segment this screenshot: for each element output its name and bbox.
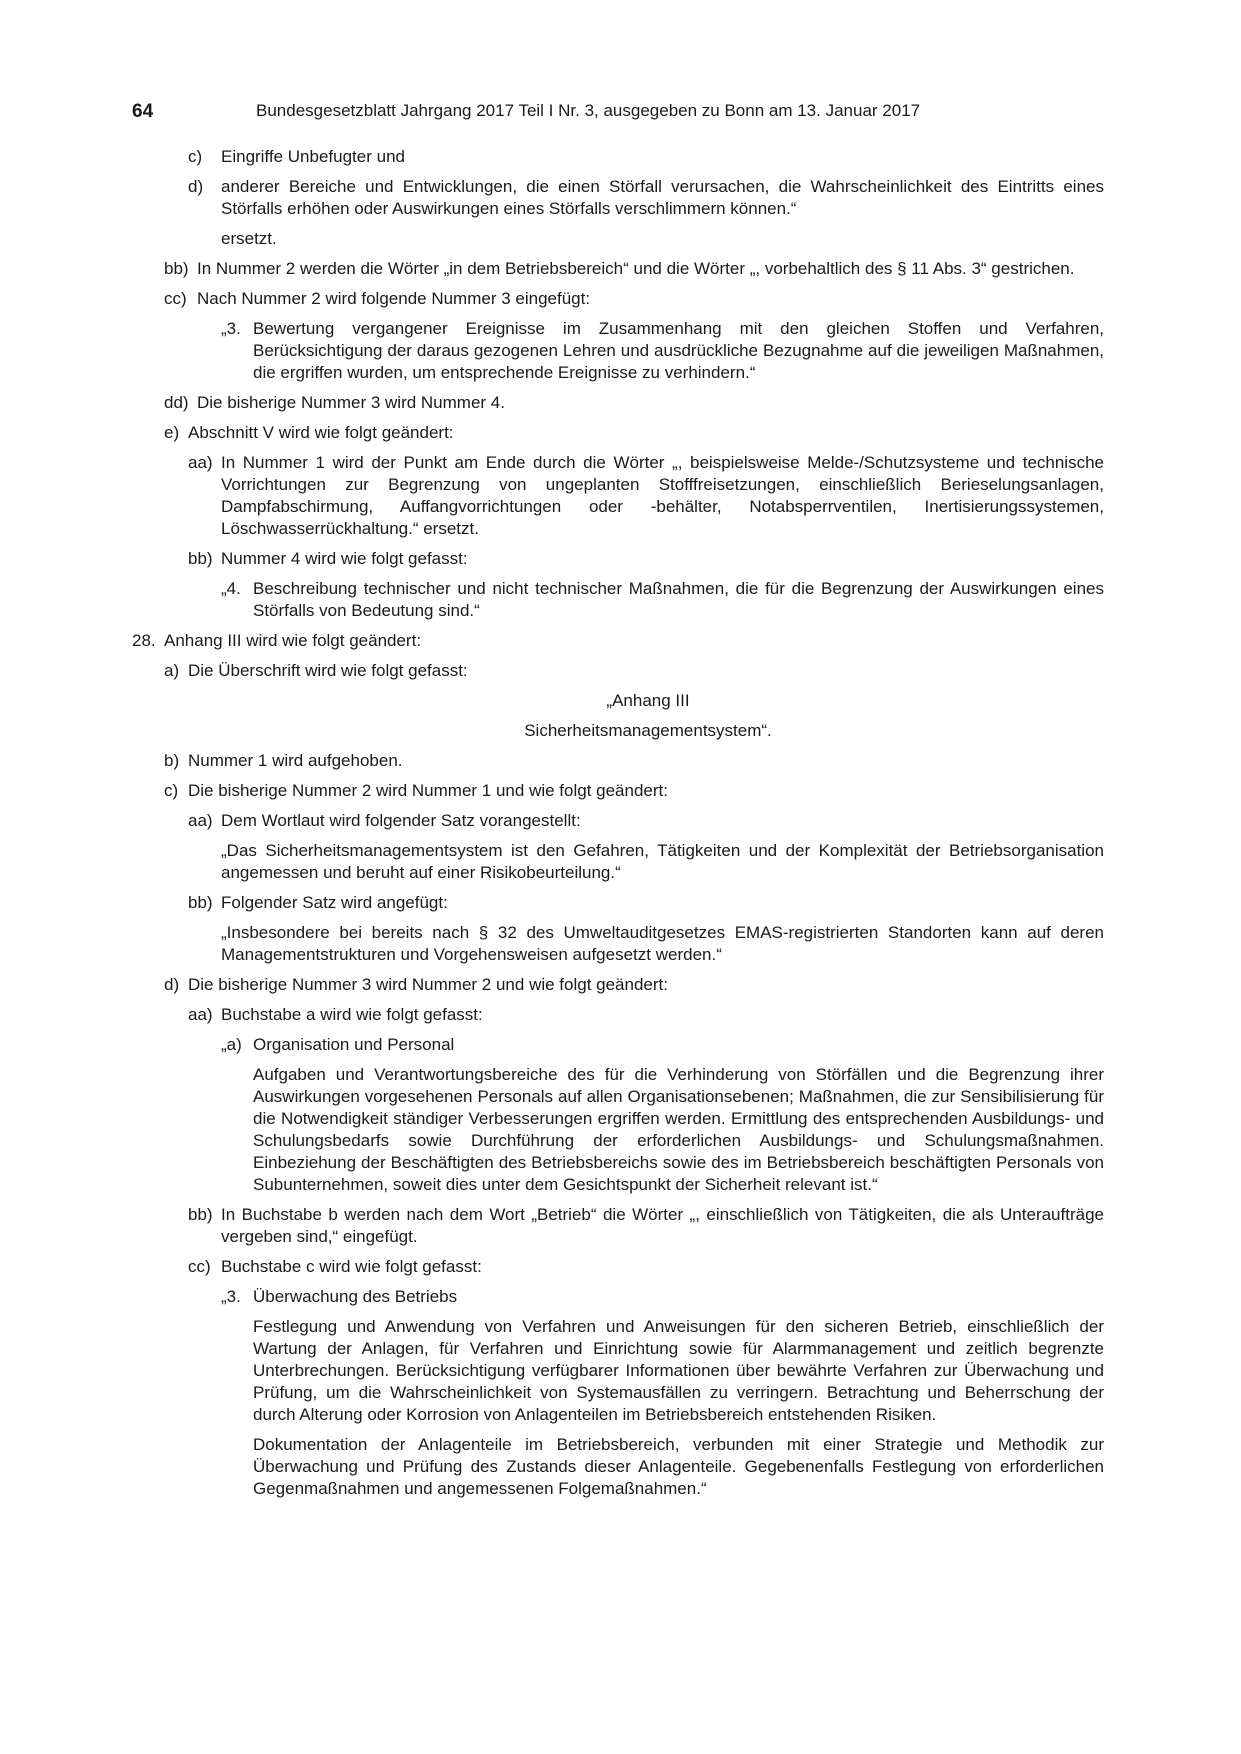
item-label: bb) (188, 1205, 213, 1224)
paragraph: ersetzt. (221, 229, 277, 248)
item-text: Buchstabe a wird wie folgt gefasst: (221, 1005, 483, 1024)
item-label: „3. (221, 319, 241, 338)
item-text: Die bisherige Nummer 3 wird Nummer 4. (197, 393, 505, 412)
item-text: In Nummer 2 werden die Wörter „in dem Betriebsbereich“ und die Wörter „, vorbehaltlich des § 11 Abs. 3“ gestrichen. (197, 259, 1075, 278)
item-label: cc) (164, 289, 187, 308)
item-text: Nummer 1 wird aufgehoben. (188, 751, 403, 770)
item-text: Dem Wortlaut wird folgender Satz vorangestellt: (221, 811, 581, 830)
item-text: Bewertung vergangener Ereignisse im Zusammenhang mit den gleichen Stoffen und Verfahren, Berücksichtigung der daraus gezogenen Lehren und ausdrückliche Bezugnahme auf die jeweiligen Maßnahmen, die ergriffen wurden, um entsprechende Ereignisse zu verhindern.“ (253, 319, 1104, 382)
item-text: Nach Nummer 2 wird folgende Nummer 3 eingefügt: (197, 289, 591, 308)
paragraph: Aufgaben und Verantwortungsbereiche des für die Verhinderung von Störfällen und die Begrenzung ihrer Auswirkungen vorgesehenen Personals auf allen Organisationsebenen; Maßnahmen, die zur Sensibilisierung für die Notwendigkeit ständiger Verbesserungen ergriffen werden. Ermittlung des entsprechenden Ausbildungs- und Schulungsbedarfs sowie Durchführung der erforderlichen Ausbildungs- und Schulungsmaßnahmen. Einbeziehung der Beschäftigten des Betriebsbereichs sowie des im Betriebsbereich beschäftigten Personals von Subunternehmen, soweit dies unter dem Gesichtspunkt der Sicherheit relevant ist.“ (253, 1065, 1104, 1194)
item-text: Überwachung des Betriebs (253, 1287, 458, 1306)
item-label: „4. (221, 579, 241, 598)
quoted-sentence: „Das Sicherheitsmanagementsystem ist den Gefahren, Tätigkeiten und der Komplexität der Betriebsorganisation angemessen und beruht auf einer Risikobeurteilung.“ (221, 841, 1104, 882)
item-text: Die bisherige Nummer 2 wird Nummer 1 und wie folgt geändert: (188, 781, 668, 800)
quoted-sentence: „Insbesondere bei bereits nach § 32 des Umweltauditgesetzes EMAS-registrierten Standorten kann auf deren Managementstrukturen und Vorgehensweisen aufgesetzt werden.“ (221, 923, 1104, 964)
list-item (132, 176, 1104, 220)
item-text: Die bisherige Nummer 3 wird Nummer 2 und wie folgt geändert: (188, 975, 668, 994)
item-label: d) (164, 975, 180, 994)
list-item (132, 452, 1104, 540)
item-label: a) (164, 661, 180, 680)
list-item (132, 392, 1104, 414)
item-label: b) (164, 751, 180, 770)
item-label: cc) (188, 1257, 211, 1276)
item-label: 28. (132, 631, 156, 650)
list-item (132, 660, 1104, 682)
item-text: Nummer 4 wird wie folgt gefasst: (221, 549, 468, 568)
item-label: bb) (188, 549, 213, 568)
item-label: c) (164, 781, 179, 800)
annex-subheading: Sicherheitsmanagementsystem“. (524, 721, 772, 740)
paragraph: Dokumentation der Anlagenteile im Betriebsbereich, verbunden mit einer Strategie und Methodik zur Überwachung und Prüfung des Zustands dieser Anlagenteile. Gegebenenfalls Festlegung von erforderlichen Gegenmaßnahmen und angemessenen Folgemaßnahmen.“ (253, 1435, 1104, 1498)
list-item (132, 258, 1104, 280)
item-label: bb) (164, 259, 189, 278)
list-item (132, 1004, 1104, 1026)
item-label: c) (188, 147, 203, 166)
item-label: bb) (188, 893, 213, 912)
list-item (132, 288, 1104, 310)
item-text: Buchstabe c wird wie folgt gefasst: (221, 1257, 482, 1276)
item-text: Eingriffe Unbefugter und (221, 147, 405, 166)
item-label: e) (164, 423, 180, 442)
item-text: In Nummer 1 wird der Punkt am Ende durch die Wörter „, beispielsweise Melde-/Schutzsysteme und technische Vorrichtungen zur Begrenzung von ungeplanten Stofffreisetzungen, einschließlich Berieselungsanlagen, Dampfabschirmung, Auffangvorrichtungen oder -behälter, Notabsperrventilen, Inertisierungssystemen, Löschwasserrückhaltung.“ ersetzt. (221, 453, 1104, 538)
item-label: „3. (221, 1287, 241, 1306)
item-label: aa) (188, 453, 213, 472)
list-item (132, 1034, 1104, 1056)
item-text: Beschreibung technischer und nicht technischer Maßnahmen, die für die Begrenzung der Auswirkungen eines Störfalls von Bedeutung sind.“ (253, 579, 1104, 620)
item-text: In Buchstabe b werden nach dem Wort „Betrieb“ die Wörter „, einschließlich von Tätigkeiten, die als Unteraufträge vergeben sind,“ eingefügt. (221, 1205, 1104, 1246)
list-item (132, 892, 1104, 914)
item-text: Abschnitt V wird wie folgt geändert: (188, 423, 454, 442)
item-label: aa) (188, 811, 213, 830)
list-item (132, 974, 1104, 996)
paragraph: Festlegung und Anwendung von Verfahren und Anweisungen für den sicheren Betrieb, einschließlich der Wartung der Anlagen, für Verfahren und Einrichtung sowie für Alarmmanagement und zeitlich begrenzte Unterbrechungen. Berücksichtigung verfügbarer Informationen über bewährte Verfahren zur Überwachung und Prüfung, um die Wahrscheinlichkeit von Systemausfällen zu verringern. Betrachtung und Beherrschung der durch Alterung oder Korrosion von Anlagenteilen im Betriebsbereich entstehenden Risiken. (253, 1317, 1104, 1424)
item-label: aa) (188, 1005, 213, 1024)
item-text: anderer Bereiche und Entwicklungen, die einen Störfall verursachen, die Wahrscheinlichkeit des Eintritts eines Störfalls erhöhen oder Auswirkungen eines Störfalls verschlimmern können.“ (221, 177, 1104, 218)
list-item (132, 780, 1104, 802)
list-item (132, 630, 1104, 652)
list-item (132, 422, 1104, 444)
running-head: Bundesgesetzblatt Jahrgang 2017 Teil I Nr. 3, ausgegeben zu Bonn am 13. Januar 2017 (256, 101, 921, 120)
item-text: Folgender Satz wird angefügt: (221, 893, 448, 912)
list-item (132, 1256, 1104, 1278)
page-number: 64 (132, 101, 154, 122)
list-item (132, 1204, 1104, 1248)
list-item (132, 548, 1104, 570)
list-item (132, 578, 1104, 622)
list-item (132, 146, 1104, 168)
list-item (132, 810, 1104, 832)
item-text: Anhang III wird wie folgt geändert: (164, 631, 422, 650)
list-item (132, 1286, 1104, 1308)
item-label: „a) (221, 1035, 242, 1054)
item-label: d) (188, 177, 204, 196)
item-text: Organisation und Personal (253, 1035, 455, 1054)
item-label: dd) (164, 393, 189, 412)
annex-heading: „Anhang III (606, 691, 690, 710)
item-text: Die Überschrift wird wie folgt gefasst: (188, 661, 468, 680)
list-item (132, 750, 1104, 772)
document-body (132, 146, 1104, 1508)
list-item (132, 318, 1104, 384)
